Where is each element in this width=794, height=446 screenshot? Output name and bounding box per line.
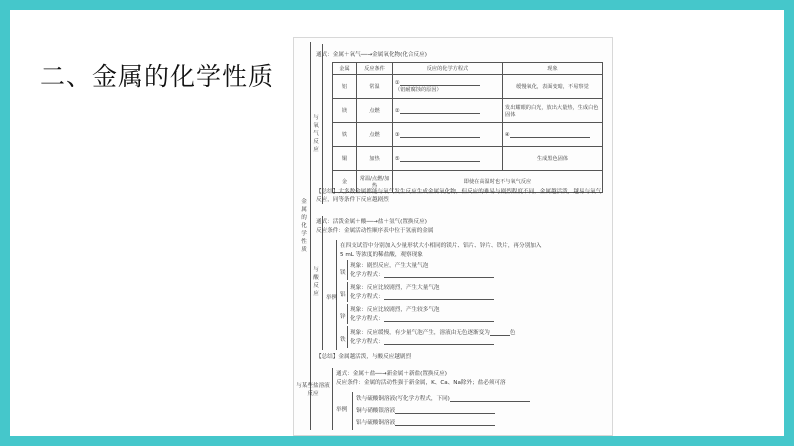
- oxygen-formula: 通式：金属＋氧气──→金属氧化物(化合反应): [316, 52, 427, 58]
- acid-phenomenon: 现象：反应比较剧烈，产生较多气泡: [350, 307, 440, 313]
- table-row: [333, 75, 603, 99]
- oxygen-table: [332, 62, 603, 193]
- answer-blank[interactable]: [400, 113, 480, 114]
- salt-item-row: [356, 394, 530, 402]
- metal-name: 锌: [340, 314, 346, 320]
- equation-number: ③: [395, 131, 400, 138]
- salt-bracket: [332, 368, 333, 430]
- answer-blank[interactable]: [395, 425, 495, 426]
- metal-bracket: [347, 304, 348, 324]
- acid-formula: 通式：活泼金属＋酸──→盐＋氢气(置换反应): [316, 219, 427, 225]
- phenomenon-number: ④: [505, 131, 510, 138]
- table-row: [333, 123, 603, 147]
- metal-name: 铝: [340, 292, 346, 298]
- salt-item-row: [356, 406, 495, 414]
- oxygen-summary: 【总结】大多数金属都能与氧气发生反应生成金属氧化物，但反应的难易与剧烈程度不同，金属越活泼，越易与氧气反应，同等条件下反应越剧烈: [316, 189, 602, 203]
- metal-name: 铁: [340, 337, 346, 343]
- table-header: 现象: [503, 63, 603, 75]
- phenomenon-cell: 生成黑色固体: [503, 147, 603, 171]
- answer-blank[interactable]: [384, 321, 494, 322]
- answer-blank[interactable]: [384, 299, 494, 300]
- equation-cell: [393, 75, 503, 99]
- root-label: 金属的化学性质: [301, 199, 307, 253]
- acid-condition: 反应条件：金属活动性顺序表中位于氢前的金属: [316, 228, 434, 234]
- equation-label: 化学方程式：: [350, 339, 384, 345]
- phenomenon-text: 现象：反应缓慢，有少量气泡产生，溶液由无色逐渐变为: [350, 330, 490, 336]
- answer-blank[interactable]: [384, 277, 494, 278]
- equation-label: 化学方程式：: [350, 316, 384, 322]
- acid-label: 与酸反应: [313, 267, 319, 297]
- table-header-row: [333, 63, 603, 75]
- slide-title: 二、金属的化学性质: [40, 62, 275, 91]
- metal-bracket: [347, 282, 348, 302]
- equation-number: ⑤: [395, 155, 400, 162]
- equation-label: 化学方程式：: [350, 294, 384, 300]
- table-row: [333, 99, 603, 123]
- metal-cell: 铝: [333, 75, 357, 99]
- acid-example-label: 举例: [326, 295, 338, 301]
- equation-cell: 即使在高温时也不与氧气反应: [393, 171, 603, 193]
- salt-item: 铁与硫酸铜溶液(写化学方程式，下同): [356, 396, 450, 402]
- acid-equation-row: [350, 337, 494, 345]
- condition-cell: 点燃: [357, 99, 393, 123]
- metal-bracket: [347, 326, 348, 348]
- phenomenon-cell: 发出耀眼的白光，放出大量热，生成白色固体: [503, 99, 603, 123]
- answer-blank[interactable]: [400, 137, 480, 138]
- equation-note: （铝耐腐蚀的原因）: [395, 87, 442, 93]
- answer-blank[interactable]: [384, 344, 494, 345]
- acid-intro-line1: 在四支试管中分别加入少量形状大小相同的镁片、铝片、锌片、铁片，再分别加入: [340, 243, 542, 249]
- acid-equation-row: [350, 292, 494, 300]
- table-row: [333, 147, 603, 171]
- table-header: 反应的化学方程式: [393, 63, 503, 75]
- salt-label: 与某些盐溶液反应: [296, 383, 330, 397]
- metal-cell: 金: [333, 171, 357, 193]
- table-header: 反应条件: [357, 63, 393, 75]
- condition-cell: 点燃: [357, 123, 393, 147]
- salt-formula: 通式：金属＋盐──→新金属＋新盐(置换反应): [336, 371, 447, 377]
- equation-number: ②: [395, 107, 400, 114]
- equation-cell: [393, 147, 503, 171]
- metal-name: 镁: [340, 270, 346, 276]
- answer-blank[interactable]: [400, 85, 480, 86]
- phenomenon-cell: 缓慢氧化，表面变暗，不易察觉: [503, 75, 603, 99]
- salt-item: 铝与硫酸铜溶液: [356, 420, 396, 426]
- oxygen-label: 与氧气反应: [313, 115, 319, 153]
- phenomenon-end: 色: [509, 330, 516, 336]
- metal-cell: 铜: [333, 147, 357, 171]
- salt-item: 铜与硝酸银溶液: [356, 408, 396, 414]
- condition-cell: 常温: [357, 75, 393, 99]
- acid-equation-row: [350, 270, 494, 278]
- acid-phenomenon: 现象：反应比较剧烈，产生大量气泡: [350, 285, 440, 291]
- metal-bracket: [347, 260, 348, 280]
- answer-blank[interactable]: [395, 413, 495, 414]
- acid-summary: 【总结】金属越活泼，与酸反应越剧烈: [316, 354, 412, 360]
- metal-cell: 铁: [333, 123, 357, 147]
- salt-condition: 反应条件：金属的活动性强于新金属，K、Ca、Na除外；盐必须可溶: [336, 380, 506, 386]
- acid-equation-row: [350, 314, 494, 322]
- metal-cell: 镁: [333, 99, 357, 123]
- equation-number: ①: [395, 80, 400, 86]
- acid-intro-line2: 5 mL 等浓度的稀盐酸，观察现象: [340, 252, 423, 258]
- table-header: 金属: [333, 63, 357, 75]
- equation-cell: [393, 123, 503, 147]
- answer-blank[interactable]: [400, 161, 480, 162]
- answer-blank[interactable]: [510, 137, 590, 138]
- salt-item-row: [356, 418, 495, 426]
- condition-cell: 加热: [357, 147, 393, 171]
- document-page: [293, 37, 613, 436]
- equation-label: 化学方程式：: [350, 272, 384, 278]
- acid-bracket: [322, 216, 323, 350]
- answer-blank[interactable]: [490, 335, 510, 336]
- salt-example-bracket: [352, 392, 353, 430]
- root-bracket: [310, 42, 311, 430]
- equation-cell: [393, 99, 503, 123]
- oxygen-bracket: [322, 44, 323, 204]
- phenomenon-cell: [503, 123, 603, 147]
- salt-example-label: 举例: [336, 407, 348, 413]
- condition-cell: 常温/点燃/加热: [357, 171, 393, 193]
- acid-phenomenon: [350, 328, 515, 336]
- acid-phenomenon: 现象：剧烈反应，产生大量气泡: [350, 263, 429, 269]
- answer-blank[interactable]: [450, 401, 530, 402]
